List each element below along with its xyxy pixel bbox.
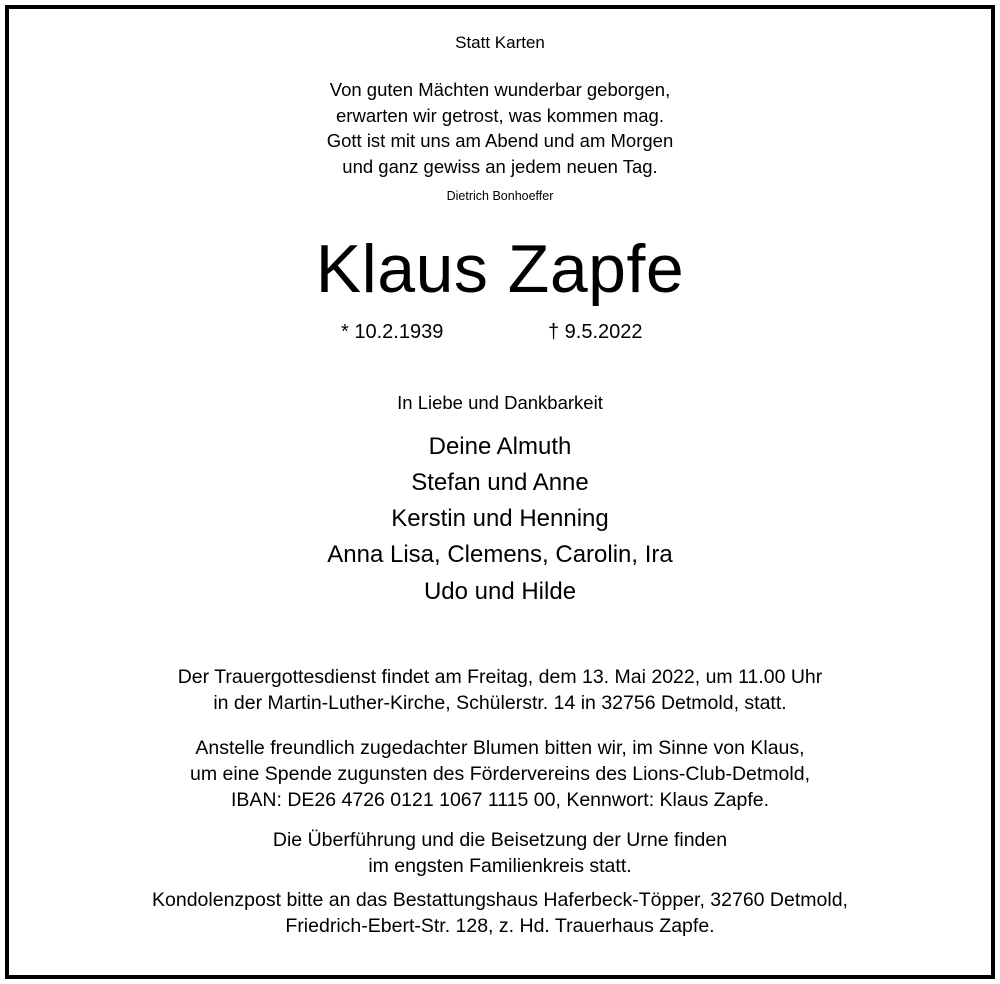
family-member: Stefan und Anne	[411, 469, 589, 496]
condolence-line: Kondolenzpost bitte an das Bestattungshaus Haferbeck-Töpper, 32760 Detmold,	[152, 889, 848, 911]
deceased-name: Klaus Zapfe	[315, 231, 685, 307]
poem-author: Dietrich Bonhoeffer	[446, 189, 554, 203]
poem-line: und ganz gewiss an jedem neuen Tag.	[342, 155, 658, 177]
family-member: Deine Almuth	[428, 433, 572, 460]
service-line: Der Trauergottesdienst findet am Freitag, dem 13. Mai 2022, um 11.00 Uhr	[177, 666, 823, 688]
dedication: In Liebe und Dankbarkeit	[397, 392, 603, 413]
donation-line: Anstelle freundlich zugedachter Blumen bitten wir, im Sinne von Klaus,	[195, 737, 805, 759]
death-date: † 9.5.2022	[548, 321, 643, 343]
donation-info	[0, 735, 1000, 813]
burial-line: Die Überführung und die Beisetzung der Urne finden	[272, 829, 728, 851]
family-member: Kerstin und Henning	[391, 505, 609, 532]
poem	[0, 77, 1000, 179]
birth-date: * 10.2.1939	[341, 321, 444, 343]
family-list	[0, 429, 1000, 610]
family-member: Udo und Hilde	[423, 578, 577, 605]
donation-line: IBAN: DE26 4726 0121 1067 1115 00, Kennwort: Klaus Zapfe.	[230, 789, 770, 811]
family-member: Anna Lisa, Clemens, Carolin, Ira	[327, 541, 673, 568]
service-info	[0, 664, 1000, 716]
notice-header: Statt Karten	[455, 33, 545, 52]
poem-line: Gott ist mit uns am Abend und am Morgen	[326, 130, 674, 151]
burial-info	[0, 827, 1000, 879]
poem-line: Von guten Mächten wunderbar geborgen,	[329, 79, 671, 100]
burial-line: im engsten Familienkreis statt.	[368, 855, 632, 877]
service-line: in der Martin-Luther-Kirche, Schülerstr. 14 in 32756 Detmold, statt.	[213, 692, 787, 714]
condolence-info	[0, 887, 1000, 939]
donation-line: um eine Spende zugunsten des Fördervereins des Lions-Club-Detmold,	[189, 763, 810, 785]
condolence-line: Friedrich-Ebert-Str. 128, z. Hd. Trauerhaus Zapfe.	[285, 915, 715, 937]
poem-line: erwarten wir getrost, was kommen mag.	[336, 104, 664, 126]
